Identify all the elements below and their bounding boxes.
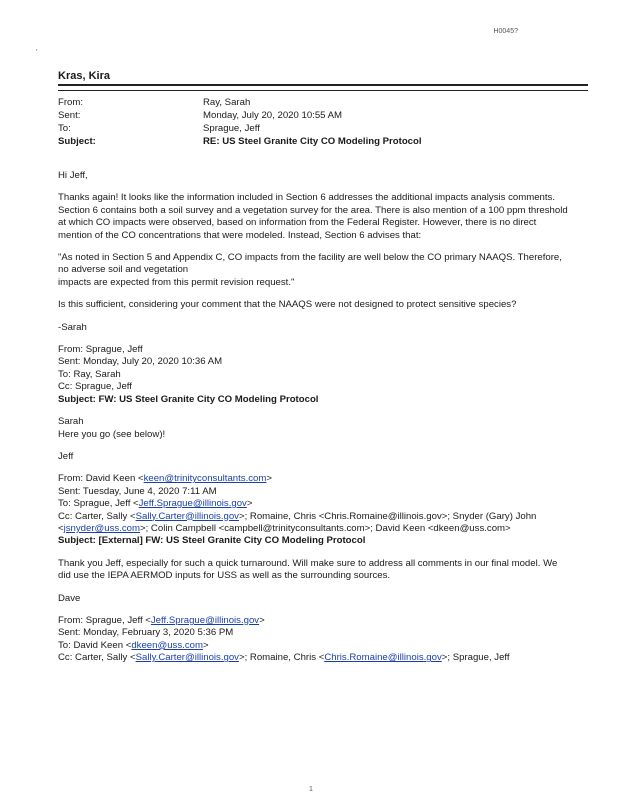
body-line: Section 6 contains both a soil survey and a vegetation survey for the area. There is also mention of a 100 ppm threshold [58,204,568,216]
fwd-signoff: Jeff [58,450,74,462]
fwd-from: From: Sprague, Jeff [58,344,143,356]
msg3-line: Thank you Jeff, especially for such a quick turnaround. Will make sure to address all comments in our final model. We [58,557,558,569]
page-number: 1 [309,786,313,793]
msg3-cc: Cc: Carter, Sally <Sally.Carter@illinois.gov>; Romaine, Chris <Chris.Romaine@illinois.gov>; Snyder (Gary) John [58,510,537,522]
msg3-subject: Subject: [External] FW: US Steel Granite City CO Modeling Protocol [58,535,366,547]
to-label: To: [58,123,71,134]
email-link[interactable]: Chris.Romaine@illinois.gov [324,652,442,664]
quote-line: "As noted in Section 5 and Appendix C, CO impacts from the facility are well below the CO primary NAAQS. Therefore, [58,252,562,264]
msg3-from: From: David Keen <keen@trinityconsultants.com> [58,473,272,485]
subject-value: RE: US Steel Granite City CO Modeling Protocol [203,136,422,147]
header-sent-row [58,109,578,122]
email-link[interactable]: dkeen@uss.com [131,639,203,651]
sent-label: Sent: [58,110,81,121]
quote-line: no adverse soil and vegetation [58,264,189,276]
email-link[interactable]: Sally.Carter@illinois.gov [135,510,239,522]
header-subject-row [58,135,578,148]
msg4-cc: Cc: Carter, Sally <Sally.Carter@illinois.gov>; Romaine, Chris <Chris.Romaine@illinois.gov>; Sprague, Jeff [58,652,510,664]
fwd-subject: Subject: FW: US Steel Granite City CO Modeling Protocol [58,393,319,405]
fwd-greeting: Sarah [58,416,84,428]
bates-stamp: H0045? [493,28,518,35]
fwd-to: To: Ray, Sarah [58,368,121,380]
msg3-line: did use the IEPA AERMOD inputs for USS as well as the surrounding sources. [58,570,391,582]
email-link[interactable]: Sally.Carter@illinois.gov [135,652,239,664]
msg3-signoff: Dave [58,592,81,604]
signoff: -Sarah [58,321,87,333]
email-header [58,96,578,148]
email-link[interactable]: keen@trinityconsultants.com [143,473,267,485]
email-link[interactable]: jsnyder@uss.com [63,522,140,534]
body-line: mention of the CO concentrations that were modeled. Instead, Section 6 advises that: [58,229,422,241]
greeting: Hi Jeff, [58,170,88,181]
margin-mark: ' [36,48,38,57]
header-to-row [58,122,578,135]
body-line: at which CO impacts were observed, based on information from the Federal Register. However, there is no direct [58,217,537,229]
email-link[interactable]: Jeff.Sprague@illinois.gov [150,614,260,626]
fwd-sent: Sent: Monday, July 20, 2020 10:36 AM [58,356,223,368]
body-line: Thanks again! It looks like the information included in Section 6 addresses the additional impacts analysis comments. [58,192,556,204]
msg3-to: To: Sprague, Jeff <Jeff.Sprague@illinois.gov> [58,498,253,510]
to-value: Sprague, Jeff [203,123,260,134]
from-label: From: [58,97,84,108]
subject-label: Subject: [58,136,96,147]
from-value: Ray, Sarah [203,97,251,108]
question-line: Is this sufficient, considering your comment that the NAAQS were not designed to protect sensitive species? [58,299,517,311]
document-title: Kras, Kira [58,70,110,82]
msg4-to: To: David Keen <dkeen@uss.com> [58,639,209,651]
msg3-sent: Sent: Tuesday, June 4, 2020 7:11 AM [58,485,217,497]
email-link[interactable]: Jeff.Sprague@illinois.gov [138,498,247,510]
fwd-line: Here you go (see below)! [58,428,166,440]
quote-line: impacts are expected from this permit revision request." [58,276,295,288]
msg4-sent: Sent: Monday, February 3, 2020 5:36 PM [58,627,234,639]
header-from-row [58,96,578,109]
email-body [58,170,578,665]
title-rule [58,84,588,91]
msg3-cc-cont: <jsnyder@uss.com>; Colin Campbell <campbell@trinityconsultants.com>; David Keen <dkeen@uss.com> [58,522,511,534]
sent-value: Monday, July 20, 2020 10:55 AM [203,110,343,121]
msg4-from: From: Sprague, Jeff <Jeff.Sprague@illinois.gov> [58,614,265,626]
fwd-cc: Cc: Sprague, Jeff [58,381,132,393]
